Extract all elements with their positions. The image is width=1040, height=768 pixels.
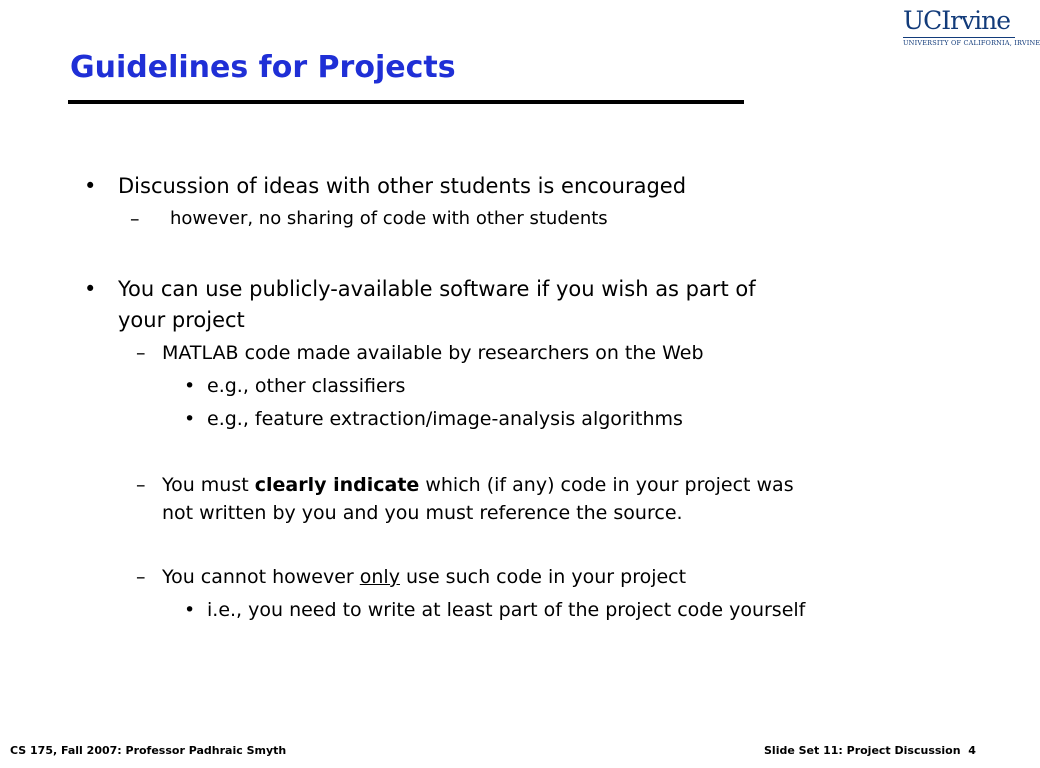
- sub-sub-bullet-text: e.g., feature extraction/image-analysis algorithms: [207, 408, 683, 430]
- text-run: which (if any) code in your project was: [419, 474, 794, 496]
- sub-bullet-text: [162, 566, 686, 588]
- sub-bullet-text: MATLAB code made available by researchers on the Web: [162, 342, 704, 364]
- bullet-icon: •: [84, 277, 97, 301]
- footer-slide-set: [764, 744, 976, 757]
- bullet-text-line1: You can use publicly-available software if you wish as part of: [118, 277, 756, 301]
- dash-icon: –: [136, 342, 146, 364]
- sub-sub-bullet-text: e.g., other classifiers: [207, 375, 406, 397]
- sub-sub-bullet-text: i.e., you need to write at least part of the project code yourself: [207, 599, 806, 621]
- bullet-icon: •: [184, 375, 196, 397]
- logo-subtitle: UNIVERSITY OF CALIFORNIA, IRVINE: [903, 39, 1040, 47]
- bullet-text-line2: your project: [118, 308, 245, 332]
- footer-slide-title: Slide Set 11: Project Discussion: [764, 744, 961, 757]
- title-underline: [68, 100, 744, 104]
- bullet-icon: •: [84, 174, 97, 198]
- text-run: You cannot however: [162, 566, 360, 588]
- logo-wordmark: UCIrvine: [903, 6, 1011, 35]
- dash-icon: –: [136, 566, 146, 588]
- sub-bullet-text: however, no sharing of code with other students: [170, 208, 608, 229]
- text-run: use such code in your project: [399, 566, 687, 588]
- dash-icon: –: [136, 474, 146, 496]
- underlined-text: only: [359, 566, 400, 588]
- text-run: You must: [162, 474, 255, 496]
- bullet-text: Discussion of ideas with other students is encouraged: [118, 174, 687, 198]
- slide-title: Guidelines for Projects: [70, 50, 456, 85]
- sub-bullet-text: [162, 474, 794, 496]
- bullet-icon: •: [184, 408, 196, 430]
- page-number: 4: [968, 744, 976, 757]
- uc-irvine-logo: [903, 6, 1040, 47]
- emphasis-text: clearly indicate: [254, 474, 420, 496]
- bullet-icon: •: [184, 599, 196, 621]
- dash-icon: –: [130, 208, 140, 230]
- footer-course: CS 175, Fall 2007: Professor Padhraic Smyth: [10, 744, 287, 757]
- sub-bullet-text-line2: not written by you and you must reference the source.: [162, 502, 683, 524]
